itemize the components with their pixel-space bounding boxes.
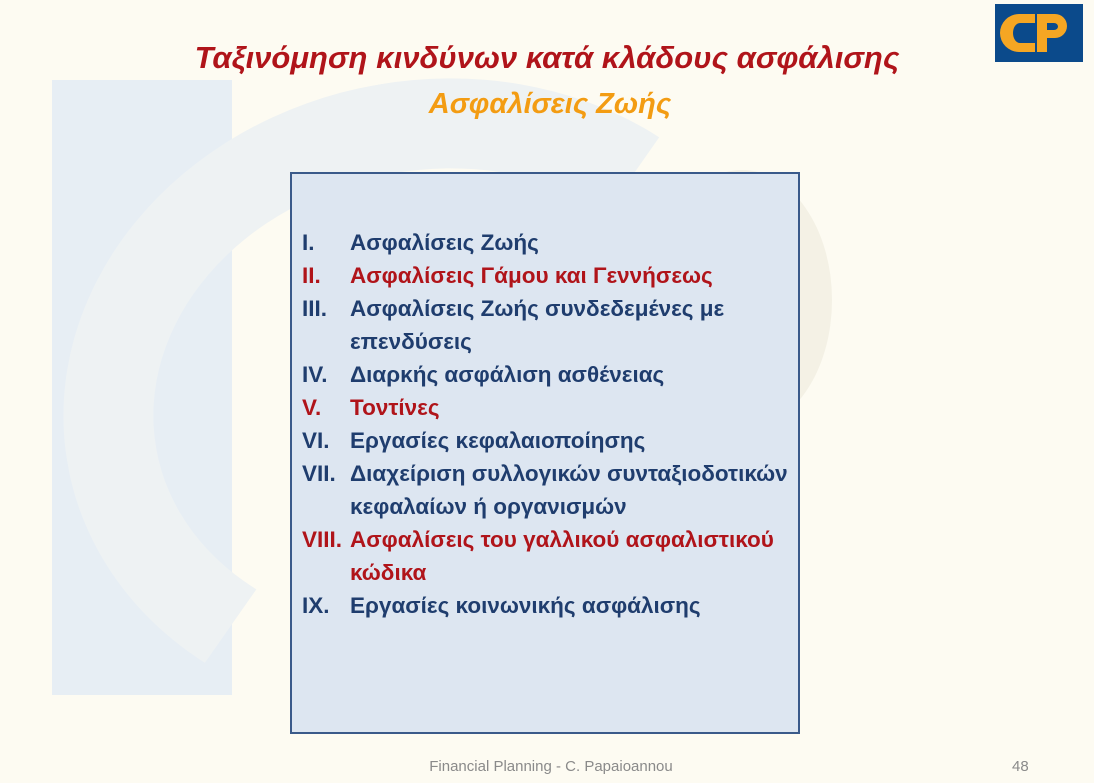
list-item-text: Τοντίνες: [350, 395, 440, 420]
list-item-text: Ασφαλίσεις Ζωής: [350, 230, 539, 255]
content-box: [290, 172, 800, 734]
list-item-number: VI.: [302, 428, 330, 453]
slide-subtitle: Ασφαλίσεις Ζωής: [428, 88, 672, 120]
list-item-text: Εργασίες κεφαλαιοποίησης: [350, 428, 646, 453]
list-item-number: VIII.: [302, 527, 343, 552]
list-item: [302, 457, 792, 523]
list-item: [302, 589, 792, 622]
list-item-text: Διαχείριση συλλογικών συνταξιοδοτικών κεφαλαίων ή οργανισμών: [350, 461, 788, 519]
list-item-number: IX.: [302, 593, 330, 618]
footer-text: Financial Planning - C. Papaioannou: [429, 758, 673, 775]
list-item: [302, 358, 792, 391]
list-item-text: Διαρκής ασφάλιση ασθένειας: [350, 362, 665, 387]
list-item-text: Εργασίες κοινωνικής ασφάλισης: [350, 593, 701, 618]
list-item: [302, 391, 792, 424]
list-item-text: Ασφαλίσεις Ζωής συνδεδεμένες με επενδύσεις: [350, 296, 725, 354]
list-item: [302, 226, 792, 259]
list-item-number: V.: [302, 395, 322, 420]
list-item-text: Ασφαλίσεις του γαλλικού ασφαλιστικού κώδικα: [350, 527, 774, 585]
list-item: [302, 424, 792, 457]
list-item-text: Ασφαλίσεις Γάμου και Γεννήσεως: [350, 263, 713, 288]
list-item: [302, 259, 792, 292]
list-item-number: III.: [302, 296, 328, 321]
slide-title: Ταξινόμηση κινδύνων κατά κλάδους ασφάλισης: [194, 40, 900, 75]
list-item: [302, 292, 792, 358]
list-item: [302, 523, 792, 589]
list-item-number: I.: [302, 230, 315, 255]
list-item-number: VII.: [302, 461, 336, 486]
insurance-class-list: [302, 226, 792, 622]
page-number: 48: [1012, 758, 1029, 775]
list-item-number: II.: [302, 263, 321, 288]
list-item-number: IV.: [302, 362, 328, 387]
